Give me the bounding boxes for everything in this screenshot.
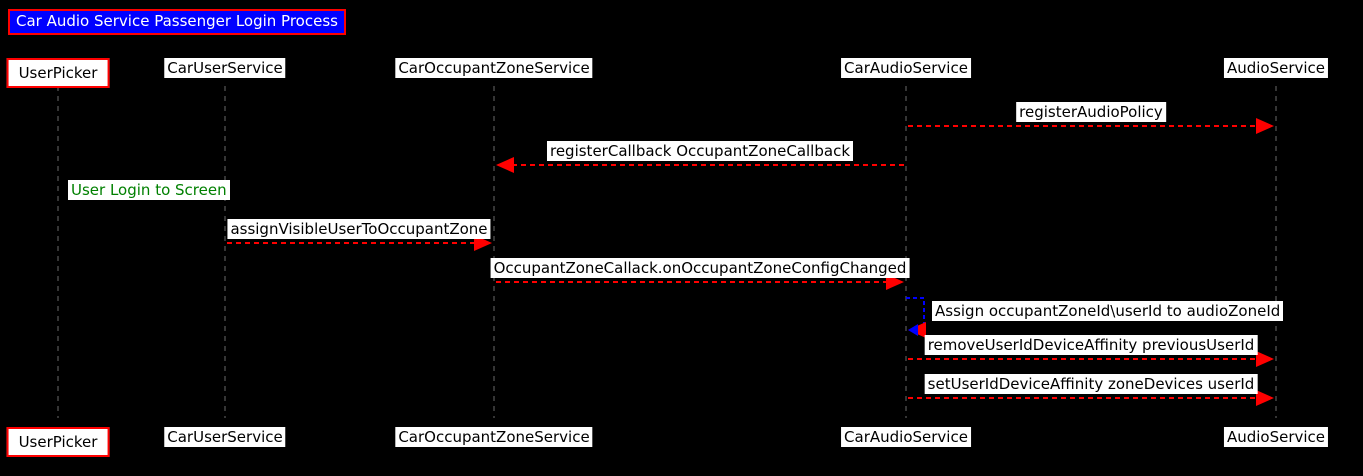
- diagram-title: Car Audio Service Passenger Login Process: [8, 9, 346, 35]
- lifeline-label-caruserservice-top: CarUserService: [164, 58, 285, 78]
- message-label-0: registerAudioPolicy: [1016, 102, 1166, 122]
- lifeline-label-userpicker-bottom: UserPicker: [7, 427, 110, 457]
- lifeline-label-audioservice-top: AudioService: [1224, 58, 1328, 78]
- message-label-1: registerCallback OccupantZoneCallback: [547, 141, 853, 161]
- lifeline-label-caruserservice-bottom: CarUserService: [164, 427, 285, 447]
- lifeline-label-caroccupantzoneservice-top: CarOccupantZoneService: [395, 58, 592, 78]
- message-label-5: Assign occupantZoneId\userId to audioZoneId: [932, 301, 1283, 321]
- self-message-line-5: [906, 298, 924, 330]
- message-label-2: User Login to Screen: [68, 180, 230, 200]
- lifeline-label-caraudioservice-bottom: CarAudioService: [841, 427, 971, 447]
- message-label-7: setUserIdDeviceAffinity zoneDevices userId: [925, 374, 1258, 394]
- message-label-3: assignVisibleUserToOccupantZone: [227, 219, 490, 239]
- message-label-4: OccupantZoneCallack.onOccupantZoneConfigChanged: [491, 258, 910, 278]
- message-label-6: removeUserIdDeviceAffinity previousUserId: [925, 335, 1258, 355]
- lifeline-label-userpicker-top: UserPicker: [7, 58, 110, 88]
- lifeline-label-caraudioservice-top: CarAudioService: [841, 58, 971, 78]
- lifeline-label-caroccupantzoneservice-bottom: CarOccupantZoneService: [395, 427, 592, 447]
- lifeline-label-audioservice-bottom: AudioService: [1224, 427, 1328, 447]
- self-message-arrowhead-5: [908, 324, 918, 336]
